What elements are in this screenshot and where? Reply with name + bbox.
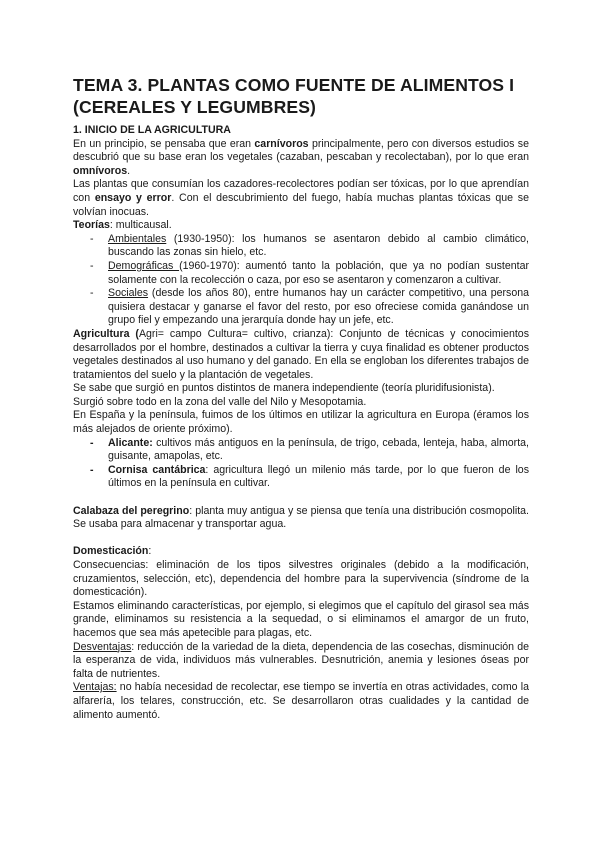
teorias-list: [73, 233, 529, 328]
paragraph-plantas: Las plantas que consumían los cazadores-recolectores podían ser tóxicas, por lo que aprendían con ensayo y error. Con el descubrimiento del fuego, había muchas plantas tóxicas que se volvían inocuas.: [73, 178, 529, 218]
paragraph-surgio-1: Se sabe que surgió en puntos distintos de manera independiente (teoría pluridifusionista).: [73, 382, 495, 395]
paragraph-intro: En un principio, se pensaba que eran carnívoros principalmente, pero con diversos estudios se descubrió que su base eran los vegetales (cazaban, pescaban y recolectaban), por lo que eran omnívoros.: [73, 137, 529, 177]
paragraph-desventajas: Desventajas: reducción de la variedad de la dieta, dependencia de las cosechas, disminución de la esperanza de vida, individuos más vulnerables. Desnutrición, anemia y lesiones óseas por falta de nutrientes.: [73, 640, 529, 680]
list-item: - Ambientales (1930-1950): los humanos se asentaron debido al cambio climático, buscando las zonas sin hielo, etc.: [90, 232, 529, 259]
paragraph-domesticacion-heading: Domesticación:: [73, 545, 152, 558]
list-item: - Alicante: cultivos más antiguos en la península, de trigo, cebada, lenteja, haba, almorta, guisante, amapolas, etc.: [90, 436, 529, 463]
page-title: TEMA 3. PLANTAS COMO FUENTE DE ALIMENTOS I (CEREALES Y LEGUMBRES): [73, 75, 515, 117]
list-item: - Sociales (desde los años 80), entre humanos hay un carácter competitivo, una persona quisiera destacar y ganarse el favor del resto, por eso ofreciese comida ganándose un grupo fiel y empezando una jerarquía donde hay un jefe, etc.: [90, 287, 529, 327]
paragraph-teorias: Teorías: multicausal.: [73, 219, 172, 232]
list-item: - Demográficas (1960-1970): aumentó tanto la población, que ya no podían sustentar solamente con la recolección o caza, por eso se asentaron y comenzaron a cultivar.: [90, 259, 530, 286]
section-heading: 1. INICIO DE LA AGRICULTURA: [73, 124, 231, 136]
paragraph-ventajas: Ventajas: no había necesidad de recolectar, ese tiempo se invertía en otras actividades, como la alfarería, los telares, construcción, etc. Se desarrollaron otras cualidades y la cantidad de alimento aumentó.: [73, 681, 529, 721]
list-item: - Cornisa cantábrica: agricultura llegó un milenio más tarde, por lo que fueron de los últimos en la península en cultivar.: [90, 463, 529, 490]
paragraph-estamos: Estamos eliminando características, por ejemplo, si elegimos que el capítulo del girasol sea más grande, eliminamos su resistencia a la sequedad, o si eliminamos el amargor de un fruto, hacemos que sea más apetecible para plagas, etc.: [73, 599, 529, 639]
paragraph-calabaza: Calabaza del peregrino: planta muy antigua y se piensa que tenía una distribución cosmopolita. Se usaba para almacenar y transportar agua.: [73, 504, 530, 531]
paragraph-agricultura: Agricultura (Agri= campo Cultura= cultivo, crianza): Conjunto de técnicas y conocimientos desarrollados por el hombre, destinados a cultivar la tierra y cuya finalidad es obtener productos vegetales destinados al uso humano y del ganado. En ella se engloban los diferentes trabajos de tratamientos del suelo y la plantación de vegetales.: [73, 327, 529, 381]
paragraph-espana: En España y la península, fuimos de los últimos en utilizar la agricultura en Europa (éramos los más alejados de oriente próximo).: [73, 409, 529, 436]
document-page: [73, 74, 529, 722]
paragraph-consecuencias: Consecuencias: eliminación de los tipos silvestres originales (debido a la modificación, cruzamientos, selección, etc), dependencia del hombre para la supervivencia (síndrome de la domesticación).: [73, 559, 529, 599]
regiones-list: [73, 437, 529, 491]
paragraph-surgio-2: Surgió sobre todo en la zona del valle del Nilo y Mesopotamia.: [73, 395, 367, 408]
